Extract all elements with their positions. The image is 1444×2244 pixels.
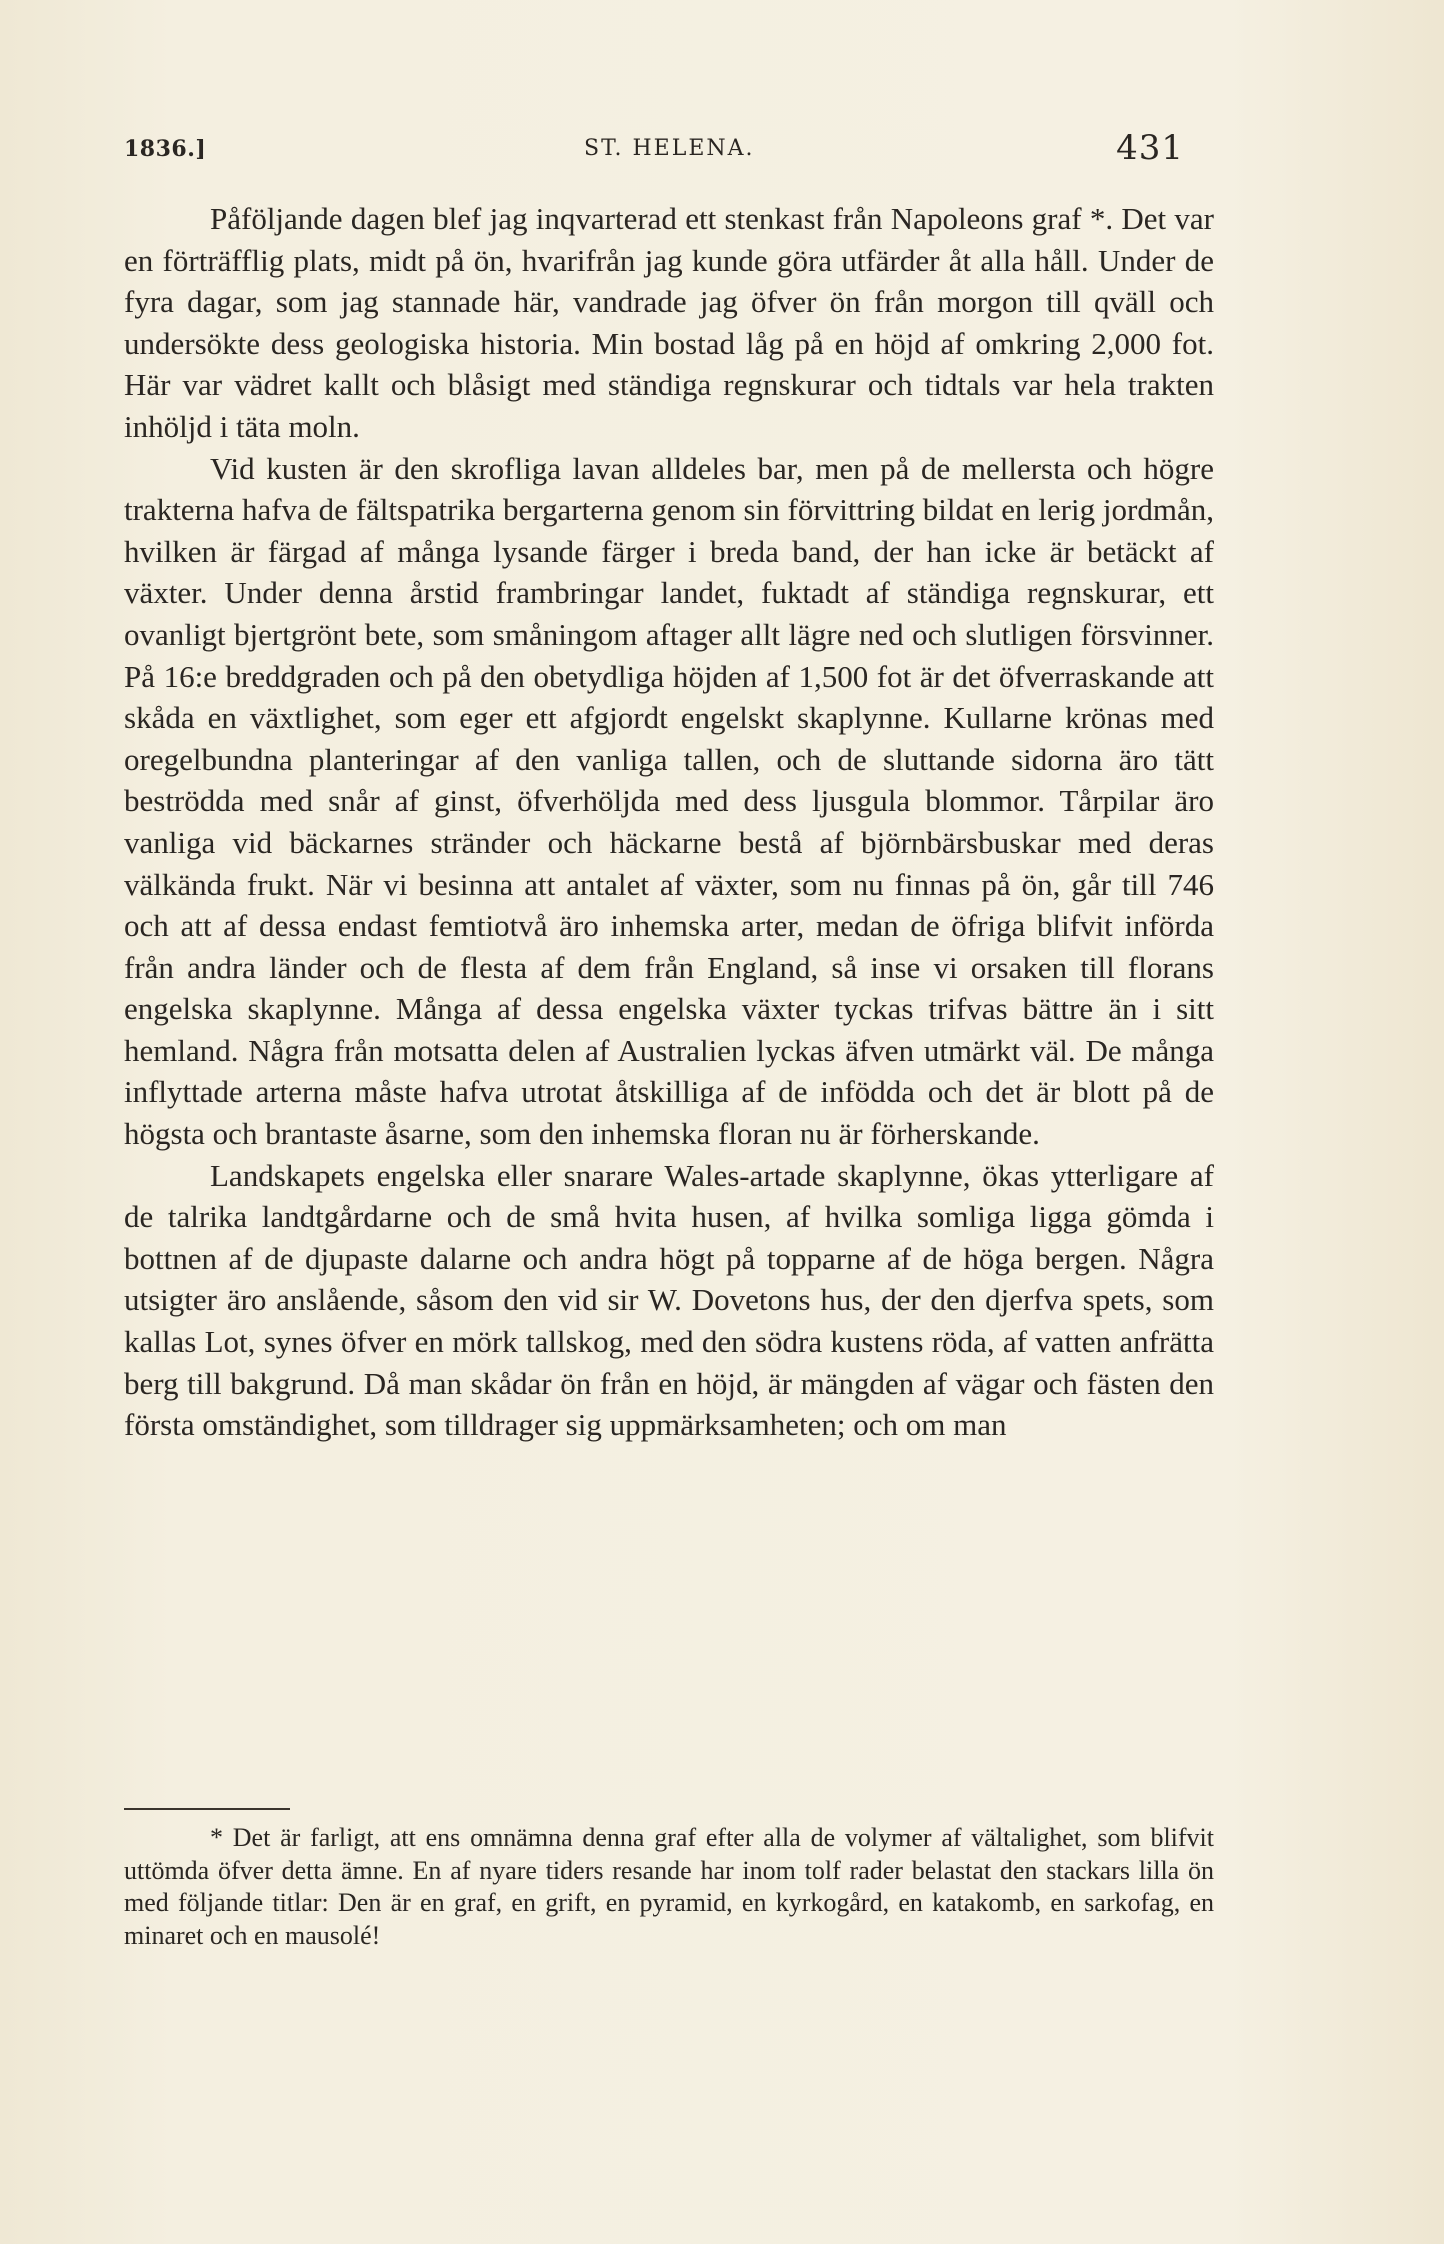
paragraph-1: Påföljande dagen blef jag inqvarterad ett stenkast från Napoleons graf *. Det var en förträfflig plats, midt på ön, hvarifrån jag kunde göra utfärder åt alla håll. Under de fyra dagar, som jag stannade här, vandrade jag öfver ön från morgon till qväll och undersökte dess geologiska historia. Min bostad låg på en höjd af omkring 2,000 fot. Här var vädret kallt och blåsigt med ständiga regnskurar och tidtals var hela trakten inhöljd i täta moln. bbox=[124, 201, 1214, 444]
body-text bbox=[124, 198, 1214, 1446]
running-header bbox=[124, 128, 1184, 178]
footnote-divider bbox=[124, 1808, 290, 1810]
footnote-text: * Det är farligt, att ens omnämna denna graf efter alla de volymer af vältalighet, som blifvit uttömda öfver detta ämne. En af nyare tiders resande har inom tolf rader belastat den stackars lilla ön med följande titlar: Den är en graf, en grift, en pyramid, en kyrkogård, en katakomb, en sarkofag, en minaret och en mausolé! bbox=[124, 1823, 1214, 1950]
paragraph-2: Vid kusten är den skrofliga lavan alldeles bar, men på de mellersta och högre trakterna hafva de fältspatrika bergarterna genom sin förvittring bildat en lerig jordmån, hvilken är färgad af många lysande färger i breda band, der han icke är betäckt af växter. Under denna årstid frambringar landet, fuktadt af ständiga regnskurar, ett ovanligt bjertgrönt bete, som småningom aftager allt lägre ned och slutligen försvinner. På 16:e breddgraden och på den obetydliga höjden af 1,500 fot är det öfverraskande att skåda en växtlighet, som eger ett afgjordt engelskt skaplynne. Kullarne krönas med oregelbundna planteringar af den vanliga tallen, och de sluttande sidorna äro tätt beströdda med snår af ginst, öfverhöljda med dess ljusgula blommor. Tårpilar äro vanliga vid bäckarnes stränder och häckarne bestå af björnbärsbuskar med deras välkända frukt. När vi besinna att antalet af växter, som nu finnas på ön, går till 746 och att af dessa endast femtiotvå äro inhemska arter, medan de öfriga blifvit införda från andra länder och de flesta af dem från England, så inse vi orsaken till florans engelska skaplynne. Många af dessa engelska växter tyckas trifvas bättre än i sitt hemland. Några från motsatta delen af Australien lyckas äfven utmärkt väl. De många inflyttade arterna måste hafva utrotat åtskilliga af de infödda och det är blott på de högsta och brantaste åsarne, som den inhemska floran nu är förherskande. bbox=[124, 450, 1214, 1152]
page-number: 431 bbox=[1116, 128, 1184, 168]
header-title: ST. HELENA. bbox=[584, 136, 755, 161]
paragraph-3: Landskapets engelska eller snarare Wales-artade skaplynne, ökas ytterligare af de talrika landtgårdarne och de små hvita husen, af hvilka somliga ligga gömda i bottnen af de djupaste dalarne och andra högt på topparne af de höga bergen. Några utsigter äro anslående, såsom den vid sir W. Dovetons hus, der den djerfva spets, som kallas Lot, synes öfver en mörk tallskog, med den södra kustens röda, af vatten anfrätta berg till bakgrund. Då man skådar ön från en höjd, är mängden af vägar och fästen den första omständighet, som tilldrager sig uppmärksamheten; och om man bbox=[124, 1157, 1214, 1443]
footnote bbox=[124, 1822, 1214, 1952]
header-year: 1836.] bbox=[124, 136, 207, 162]
